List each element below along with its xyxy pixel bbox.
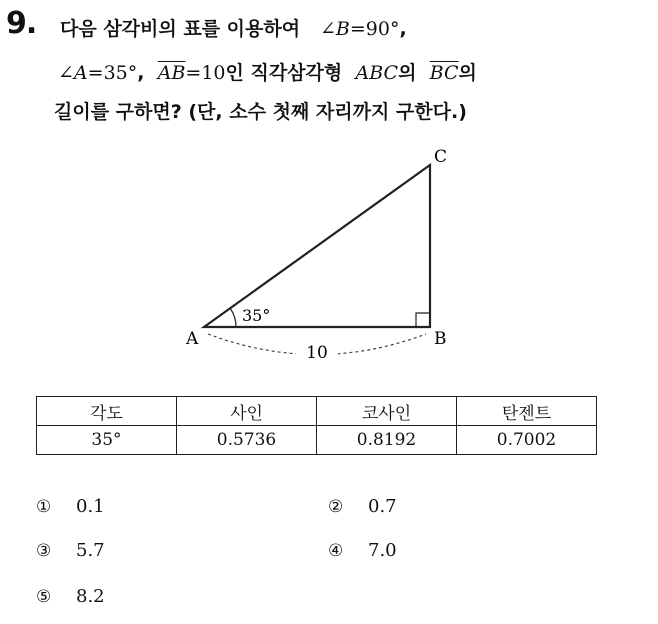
triangle-name: ABC: [355, 62, 399, 84]
choice-2[interactable]: [328, 496, 397, 517]
choice-marker: ①: [36, 497, 52, 517]
question-text-part3: 의: [398, 62, 417, 84]
angle-b: ∠B: [319, 18, 350, 40]
table-cell: 35°: [37, 426, 177, 455]
question-text-part4: 의: [458, 62, 477, 84]
side-length-label: 10: [306, 343, 328, 363]
comma: ,: [137, 62, 145, 84]
vertex-c-label: C: [434, 147, 448, 167]
question-text-part2: 인 직각삼각형: [225, 62, 343, 84]
table-header: 코사인: [317, 397, 457, 426]
equals-sign: =: [87, 62, 104, 84]
table-header: 사인: [177, 397, 317, 426]
table-row: [37, 426, 597, 455]
question-text-part1: 다음 삼각비의 표를 이용하여: [60, 18, 301, 40]
question-line-3: 길이를 구하면? (단, 소수 첫째 자리까지 구한다.): [54, 101, 467, 123]
angle-a: ∠A: [58, 62, 88, 84]
equals-sign: =: [185, 62, 202, 84]
choice-value: 7.0: [368, 540, 397, 561]
angle-a-value: 35°: [103, 62, 138, 84]
choice-5[interactable]: [36, 586, 105, 607]
triangle-abc: [204, 165, 430, 327]
table-header-row: [37, 397, 597, 426]
angle-arc: [230, 308, 236, 327]
choice-value: 0.7: [368, 496, 397, 517]
segment-ab-value: 10: [201, 62, 226, 84]
table-cell: 0.8192: [317, 426, 457, 455]
equals-sign: =: [349, 18, 366, 40]
choice-marker: ⑤: [36, 587, 52, 607]
choice-4[interactable]: [328, 540, 397, 561]
choice-marker: ④: [328, 541, 344, 561]
choice-value: 8.2: [76, 586, 105, 607]
trig-table: [36, 396, 597, 455]
segment-bc: $\overline{BC}$: [429, 62, 459, 84]
table-cell: 0.7002: [457, 426, 597, 455]
angle-label: 35°: [242, 306, 271, 325]
comma: ,: [399, 18, 407, 40]
choice-3[interactable]: [36, 540, 105, 561]
right-angle-mark: [416, 313, 430, 327]
vertex-a-label: A: [186, 329, 199, 349]
table-header: 탄젠트: [457, 397, 597, 426]
angle-b-value: 90°: [365, 18, 400, 40]
choice-marker: ②: [328, 497, 344, 517]
choice-marker: ③: [36, 541, 52, 561]
choice-value: 5.7: [76, 540, 105, 561]
question-number: 9.: [6, 6, 37, 41]
choice-value: 0.1: [76, 496, 105, 517]
segment-ab: $\overline{AB}$: [157, 62, 186, 84]
table-cell: 0.5736: [177, 426, 317, 455]
table-header: 각도: [37, 397, 177, 426]
choice-1[interactable]: [36, 496, 105, 517]
vertex-b-label: B: [434, 329, 447, 349]
